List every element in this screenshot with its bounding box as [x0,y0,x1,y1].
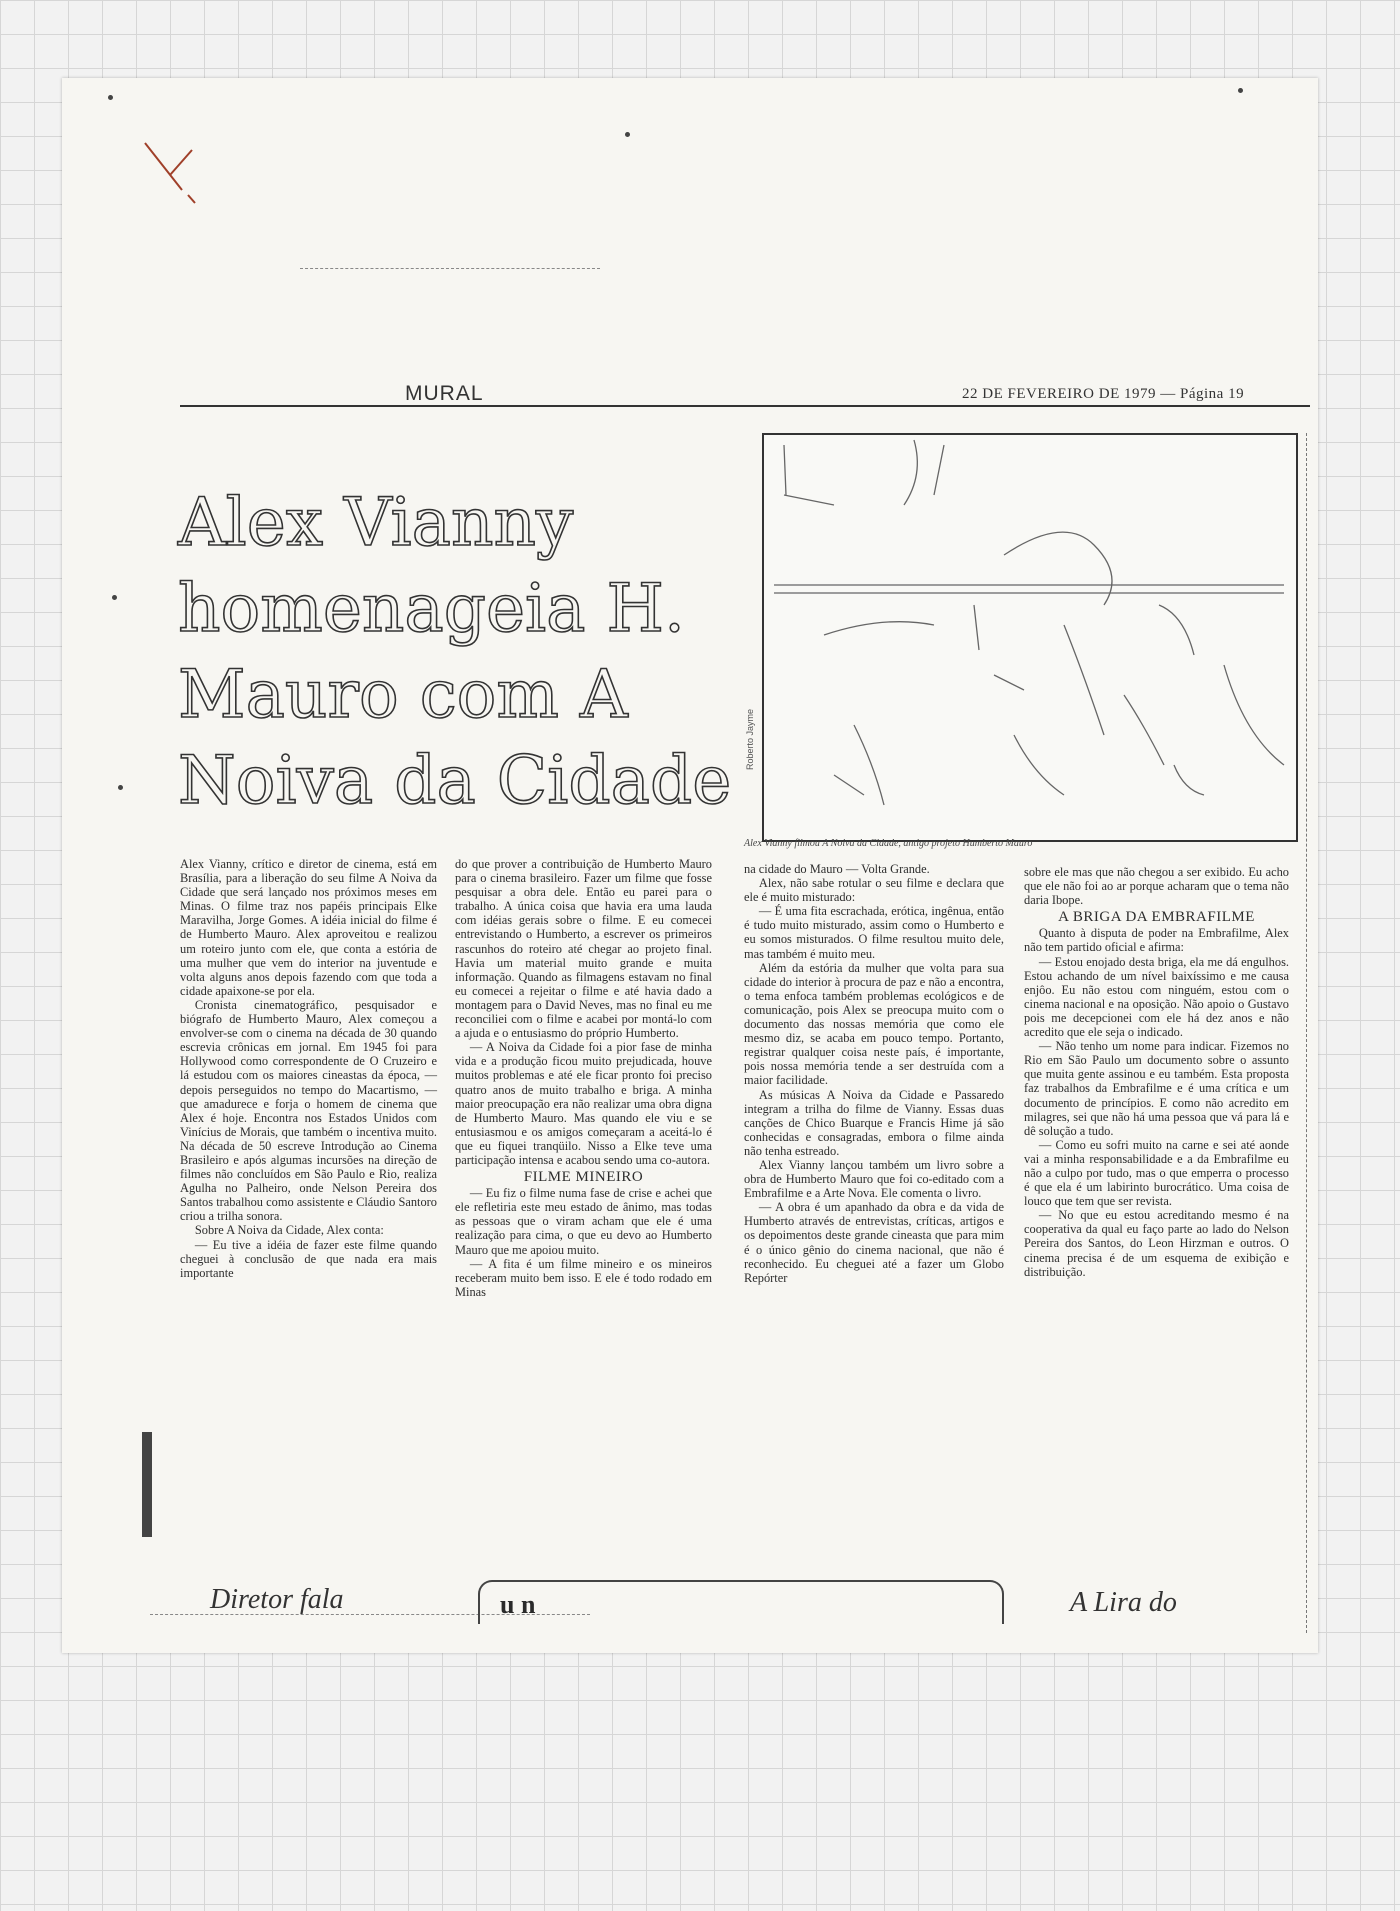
torn-edge-line [300,268,600,269]
article-column-2 [455,857,712,1557]
next-article-heading-left: Diretor fala [210,1584,344,1615]
paragraph: — A Noiva da Cidade foi a pior fase de minha vida e a produção ficou muito prejudicada, houve muitos problemas e até ele ficar pronto foi preciso quatro anos de muito trabalho e briga. A minha maior preocupação era não realizar uma obra digna de Humberto Mauro. Mas quando ele viu e se entusiasmou e os amigos começaram a aceitá-lo é que eu fiquei tranqüilo. Nisso a Elke teve uma participação intensa e acabou sendo uma co-autora. [455,1040,712,1167]
paragraph: — A obra é um apanhado da obra e da vida de Humberto através de entrevistas, críticas, artigos e os depoimentos deste grande cineasta que para mim é o único gênio do cinema nacional, que não é reconhecido. Eu cheguei até a fazer um Globo Repórter [744,1200,1004,1285]
paragraph: — Não tenho um nome para indicar. Fizemos no Rio em São Paulo um documento sobre o assunto que muita gente assinou e eu também. Esta proposta faz trabalhos da Embrafilme e é uma crítica e um documento de princípios. E como não acredito em milagres, sei que não há uma pessoa que vá para lá e dê solução a tudo. [1024,1039,1289,1138]
paragraph: Alex Vianny lançou também um livro sobre a obra de Humberto Mauro que foi co-editado com a Embrafilme e a Arte Nova. Ele comenta o livro. [744,1157,1004,1201]
paragraph: Alex, não sabe rotular o seu filme e declara que ele é muito misturado: [744,876,1004,905]
paragraph: — Estou enojado desta briga, ela me dá engulhos. Estou achando de um nível baixíssimo e me causa enjôo. Eu não estou com ninguém, estou com o cinema nacional e na oposição. Não apoio o Gustavo pois me decepcionei com ele há dez anos e não acredito que ele seja o indicado. [1024,954,1289,1040]
paragraph: — Como eu sofri muito na carne e sei até aonde vai a minha responsabilidade e a da Embrafilme eu não a culpo por tudo, mas o que emperra o processo é que ela é um labirinto burocrático. Uma coisa de louco que tem que ser revista. [1024,1137,1289,1209]
paragraph: na cidade do Mauro — Volta Grande. [744,862,930,876]
masthead-rule [180,405,1310,407]
speck [112,595,117,600]
paragraph: — A fita é um filme mineiro e os mineiros receberam muito bem isso. E ele é todo rodado em Minas [455,1256,712,1299]
section-title: MURAL [405,382,484,405]
paragraph: — Eu tive a idéia de fazer este filme quando cheguei à conclusão de que nada era mais importante [180,1237,437,1280]
photo-credit: Roberto Jayme [745,708,755,770]
paragraph: Cronista cinematográfico, pesquisador e biógrafo de Humberto Mauro, Alex começou a envolver-se com o cinema na década de 30 quando escrevia crônicas em jornal. Em 1945 foi para Hollywood como correspondente de O Cruzeiro e lá estudou com os maiores cineastas da época, — depois perseguidos no tempo do Macartismo, — que amadurece e forja o homem de cinema que Alex é hoje. Encontra nos Estados Unidos com Vinícius de Morais, que também o incentiva muito. Na década de 50 escreve Introdução ao Cinema Brasileiro e após algumas incursões na direção de filmes não concluídos em São Paulo e Rio, realiza Agulha no Palheiro, onde Nelson Pereira dos Santos trabalhou como assistente e Cláudio Santoro criou a trilha sonora. [180,997,437,1224]
subheading: FILME MINEIRO [523,1169,644,1186]
paragraph: Além da estória da mulher que volta para sua cidade do interior à procura de paz e não a encontra, o tema enfoca também problemas ecológicos e de comunicação, pois Alex se preocupa muito com o documento das nossas memória que como ele mesmo diz, se acaba em pouco tempo. Portanto, registrar qualquer coisa neste país, é importante, pois nossa memória tende a ser destruída com a maior facilidade. [744,960,1004,1088]
paragraph: As músicas A Noiva da Cidade e Passaredo integram a trilha do filme de Vianny. Essas duas canções de Chico Buarque e Francis Hime já são conhecidas e consagradas, embora o filme ainda não tenha estreado. [744,1087,1004,1158]
photo-caption: Alex Vianny filmou A Noiva da Cidade, antigo projeto Humberto Mauro [744,838,1033,849]
headline: Alex Vianny homenageia H. Mauro com A Noiva da Cidade [178,484,732,819]
article-column-4 [1024,865,1289,1565]
subheading: A BRIGA DA EMBRAFILME [1058,909,1255,926]
next-article-box [478,1580,1004,1624]
speck [625,132,630,137]
paragraph: sobre ele mas que não chegou a ser exibido. Eu acho que ele não foi ao ar porque acharam que o tema não daria Ibope. [1024,865,1289,908]
paragraph: do que prover a contribuição de Humberto Mauro para o cinema brasileiro. Fazer um filme que fosse pesquisar a obra dele. Então eu parei para o trabalho. A única coisa que havia era uma lauda com idéias gerais sobre o filme. E eu comecei entrevistando o Humberto, a escrever os primeiros rascunhos do roteiro até chegar ao projeto final. Havia um material muito grande e muita informação. Quando as filmagens estavam no final eu comecei a rejeitar o filme e até havia dado a montagem para o David Neves, mas no final eu me reconciliei com o filme e acabei por montá-lo com a ajuda e o entusiasmo do próprio Humberto. [455,857,712,1041]
photo-sketch [764,435,1296,840]
column-rule [1306,433,1307,1633]
paragraph: Alex Vianny, crítico e diretor de cinema, está em Brasília, para a liberação do seu filme A Noiva da Cidade que será lançado nos próximos meses em Minas. O filme traz nos papéis principais Elke Maravilha, Jorge Gomes. A idéia inicial do filme é de Humberto Mauro. Alex aproveitou e realizou um roteiro junto com ele, que conta a estória de uma mulher que vem do interior na juventude e volta alguns anos depois fazendo com que toda a cidade apaixone-se por ela. [180,857,437,998]
speck [108,95,113,100]
speck [1238,88,1243,93]
paragraph: Quanto à disputa de poder na Embrafilme, Alex não tem partido oficial e afirma: [1024,926,1289,955]
side-mark [142,1432,152,1537]
paragraph: — É uma fita escrachada, erótica, ingênua, então é tudo muito misturado, assim como o Humberto e eu somos misturados. O filme resultou muito dele, mas também é muito meu. [744,904,1004,961]
next-article-heading-right: A Lira do [1070,1587,1177,1618]
paragraph: — Eu fiz o filme numa fase de crise e achei que ele refletiria este meu estado de ânimo, mas todas as pessoas que o viram acham que ele é uma realização para cima, o que eu devo ao Humberto Mauro que me apoiou muito. [455,1186,712,1257]
date-page: 22 DE FEVEREIRO DE 1979 — Página 19 [962,386,1245,402]
paragraph: Sobre A Noiva da Cidade, Alex conta: [194,1223,384,1238]
photo [762,433,1298,842]
article-column-3 [744,862,1004,1562]
ink-mark [140,135,200,205]
paragraph: — No que eu estou acreditando mesmo é na cooperativa da qual eu faço parte ao lado do Nelson Pereira dos Santos, do Leon Hirzman e outros. O cinema precisa é de um esquema de exibição e distribuição. [1024,1208,1289,1279]
article-column-1 [180,857,437,1557]
speck [118,785,123,790]
next-article-fragment: u n [500,1590,536,1619]
